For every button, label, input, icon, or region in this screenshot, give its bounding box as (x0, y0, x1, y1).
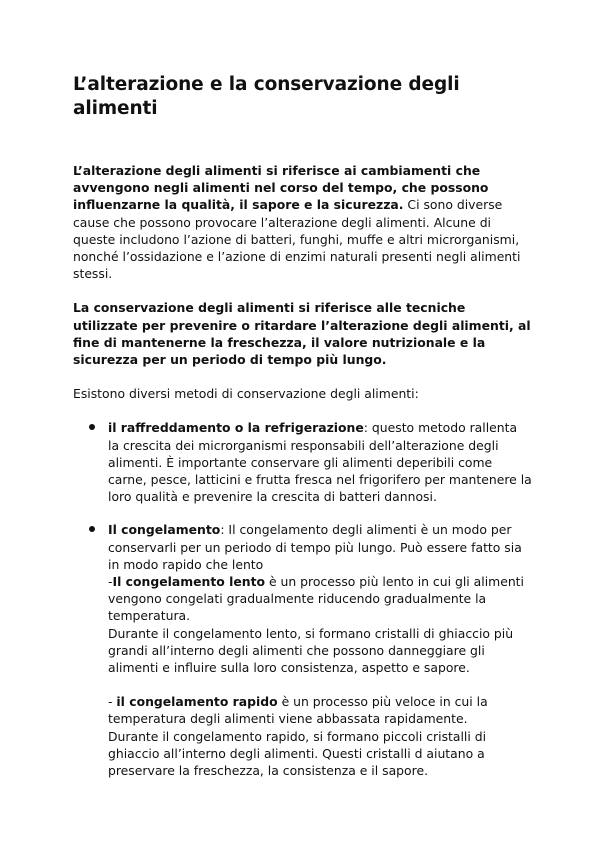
paragraph-alteration-text: Ci sono diverse cause che possono provocare l’alterazione degli alimenti. Alcune di queste includono l’azione di batteri, funghi, muffe e altri microrganismi, nonché l’ossidazione e l’azione di enzimi naturali presenti negli alimenti stessi. (73, 197, 521, 282)
paragraph-alteration-bold: L’alterazione degli alimenti si riferisce ai cambiamenti che avvengono negli alimenti nel corso del tempo, che possono influenzarne la qualità, il sapore e la sicurezza. (73, 163, 489, 213)
document-title: L’alterazione e la conservazione degli alimenti (73, 74, 460, 119)
slow-freezing-dash: - (108, 574, 113, 590)
fast-freezing-heading: il congelamento rapido (116, 694, 278, 710)
freezing-intro (108, 521, 532, 573)
fast-freezing-detail: Durante il congelamento rapido, si formano piccoli cristalli di ghiaccio all’interno degli alimenti. Questi cristalli d aiutano a preservare la freschezza, la consistenza e il sapore. (108, 728, 487, 779)
paragraph-methods-intro: Esistono diversi metodi di conservazione degli alimenti: (73, 386, 419, 402)
paragraph-conservation-bold: La conservazione degli alimenti si riferisce alle tecniche utilizzate per prevenire o ritardare l’alterazione degli alimenti, al fine di mantenerne la freschezza, il valore nutrizionale e la sicurezza per un periodo di tempo più lungo. (73, 300, 531, 368)
refrigeration-text: : questo metodo rallenta la crescita dei microrganismi responsabili dell’alterazione degli alimenti. È importante conservare gli alimenti deperibili come carne, pesce, latticini e frutta fresca nel frigorifero per mantenere la loro qualità e prevenire la crescita di batteri dannosi. (108, 420, 532, 505)
fast-freezing (108, 693, 532, 727)
refrigeration-heading: il raffreddamento o la refrigerazione (108, 420, 364, 436)
freezing-text: : Il congelamento degli alimenti è un modo per conservarli per un periodo di tempo più lungo. Può essere fatto sia in modo rapido che lento (108, 522, 522, 572)
list-item-freezing (73, 521, 532, 779)
slow-freezing-heading: Il congelamento lento (112, 574, 266, 590)
methods-list (73, 419, 532, 779)
paragraph-alteration (73, 162, 532, 282)
fast-freezing-text: è un processo più veloce in cui la temperatura degli alimenti viene abbassata rapidamente. (108, 694, 488, 727)
bullet-icon (89, 424, 95, 430)
freezing-heading: Il congelamento (108, 522, 221, 538)
fast-freezing-dash: - (108, 694, 117, 710)
paragraph-conservation (73, 299, 532, 368)
list-item-refrigeration (73, 419, 532, 505)
slow-freezing (108, 573, 532, 625)
slow-freezing-detail: Durante il congelamento lento, si formano cristalli di ghiaccio più grandi all’interno degli alimenti che possono danneggiare gli alimenti e influire sulla loro consistenza, aspetto e sapore. (108, 625, 514, 676)
bullet-icon (89, 526, 95, 532)
slow-freezing-text: è un processo più lento in cui gli alimenti vengono congelati gradualmente riducendo gradualmente la temperatura. (108, 574, 524, 624)
